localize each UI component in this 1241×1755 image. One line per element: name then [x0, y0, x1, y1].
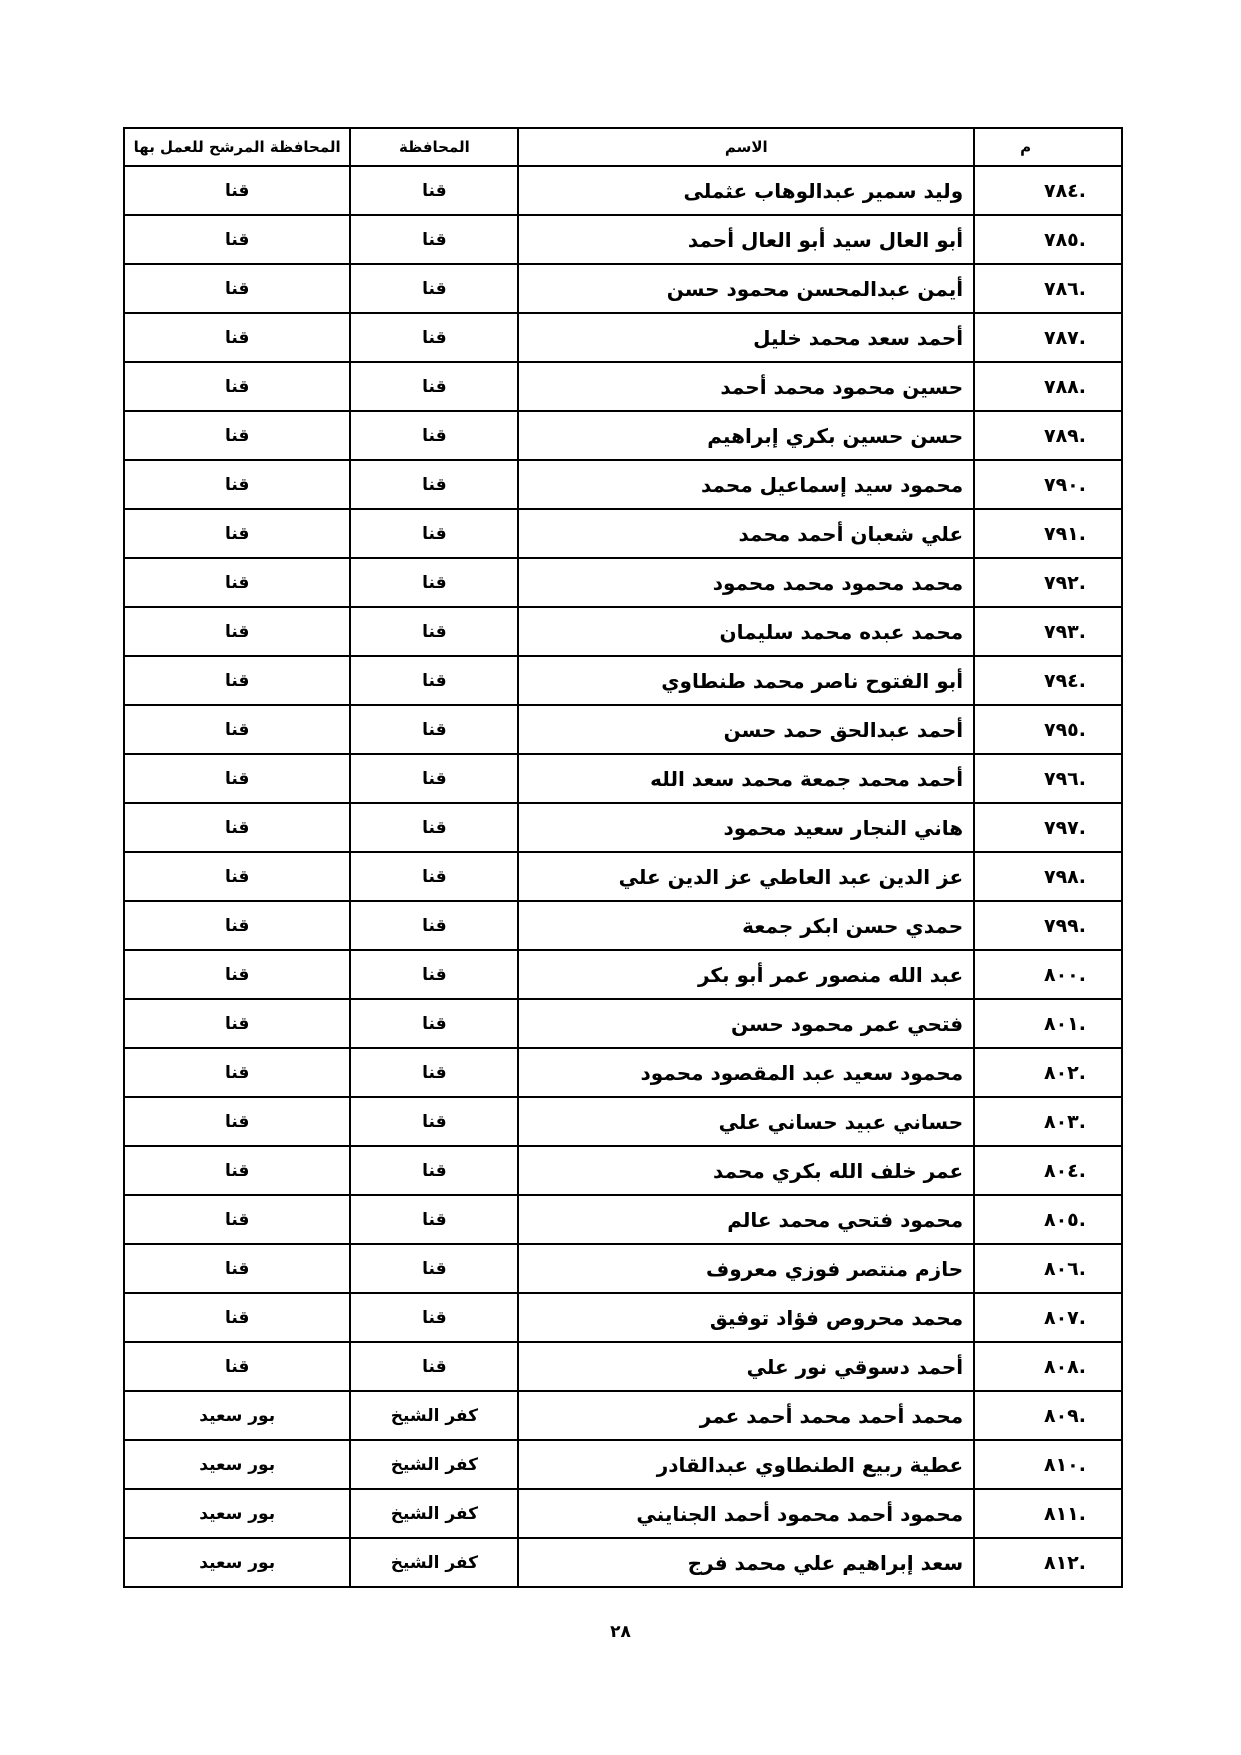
table-row: [124, 1195, 1122, 1244]
row-governorate: قنا: [350, 215, 518, 264]
row-governorate: قنا: [350, 950, 518, 999]
row-name: علي شعبان أحمد محمد: [518, 509, 974, 558]
row-name: محمود سيد إسماعيل محمد: [518, 460, 974, 509]
table-row: [124, 1342, 1122, 1391]
row-candidate-governorate: قنا: [124, 656, 350, 705]
page-number: ٢٨: [610, 1622, 631, 1642]
row-governorate: كفر الشيخ: [350, 1440, 518, 1489]
row-governorate: قنا: [350, 803, 518, 852]
row-number: .٧٨٤: [974, 166, 1122, 215]
row-candidate-governorate: قنا: [124, 607, 350, 656]
row-governorate: قنا: [350, 607, 518, 656]
row-number: .٨٠٦: [974, 1244, 1122, 1293]
row-candidate-governorate: قنا: [124, 215, 350, 264]
row-candidate-governorate: قنا: [124, 1097, 350, 1146]
row-name: عمر خلف الله بكري محمد: [518, 1146, 974, 1195]
row-number: .٧٩٥: [974, 705, 1122, 754]
header-name: الاسم: [518, 128, 974, 166]
row-number: .٧٨٨: [974, 362, 1122, 411]
header-number: م: [974, 128, 1122, 166]
table-row: [124, 264, 1122, 313]
row-number: .٨٠٤: [974, 1146, 1122, 1195]
row-candidate-governorate: قنا: [124, 754, 350, 803]
row-name: محمد محروص فؤاد توفيق: [518, 1293, 974, 1342]
row-candidate-governorate: قنا: [124, 1195, 350, 1244]
table-row: [124, 1538, 1122, 1587]
table-row: [124, 1244, 1122, 1293]
row-candidate-governorate: قنا: [124, 1342, 350, 1391]
table-row: [124, 705, 1122, 754]
row-governorate: قنا: [350, 166, 518, 215]
table-row: [124, 950, 1122, 999]
row-number: .٨٠٠: [974, 950, 1122, 999]
table-row: [124, 313, 1122, 362]
row-number: .٧٩٤: [974, 656, 1122, 705]
table-row: [124, 803, 1122, 852]
row-name: محمد أحمد محمد أحمد عمر: [518, 1391, 974, 1440]
row-number: .٨١٠: [974, 1440, 1122, 1489]
table-row: [124, 1489, 1122, 1538]
row-number: .٧٩٢: [974, 558, 1122, 607]
row-candidate-governorate: قنا: [124, 901, 350, 950]
row-governorate: قنا: [350, 656, 518, 705]
row-candidate-governorate: قنا: [124, 999, 350, 1048]
table-row: [124, 166, 1122, 215]
row-number: .٨٠١: [974, 999, 1122, 1048]
row-governorate: قنا: [350, 362, 518, 411]
table-row: [124, 999, 1122, 1048]
row-candidate-governorate: قنا: [124, 705, 350, 754]
row-candidate-governorate: قنا: [124, 313, 350, 362]
row-governorate: كفر الشيخ: [350, 1538, 518, 1587]
row-governorate: قنا: [350, 313, 518, 362]
table-row: [124, 852, 1122, 901]
row-candidate-governorate: قنا: [124, 1293, 350, 1342]
table-row: [124, 656, 1122, 705]
row-governorate: قنا: [350, 754, 518, 803]
table-row: [124, 1293, 1122, 1342]
row-name: فتحي عمر محمود حسن: [518, 999, 974, 1048]
row-name: أبو العال سيد أبو العال أحمد: [518, 215, 974, 264]
row-governorate: كفر الشيخ: [350, 1489, 518, 1538]
row-number: .٧٩٦: [974, 754, 1122, 803]
table-row: [124, 215, 1122, 264]
row-candidate-governorate: قنا: [124, 411, 350, 460]
table-row: [124, 1391, 1122, 1440]
row-number: .٧٩١: [974, 509, 1122, 558]
table-row: [124, 460, 1122, 509]
row-number: .٨١١: [974, 1489, 1122, 1538]
row-name: أبو الفتوح ناصر محمد طنطاوي: [518, 656, 974, 705]
row-candidate-governorate: قنا: [124, 362, 350, 411]
header-governorate: المحافظة: [350, 128, 518, 166]
row-number: .٨٠٣: [974, 1097, 1122, 1146]
row-governorate: قنا: [350, 509, 518, 558]
row-candidate-governorate: بور سعيد: [124, 1489, 350, 1538]
row-governorate: قنا: [350, 852, 518, 901]
row-governorate: قنا: [350, 1195, 518, 1244]
row-number: .٧٩٩: [974, 901, 1122, 950]
table-row: [124, 754, 1122, 803]
table-row: [124, 411, 1122, 460]
row-name: محمد محمود محمد محمود: [518, 558, 974, 607]
row-number: .٨٠٨: [974, 1342, 1122, 1391]
row-governorate: قنا: [350, 1244, 518, 1293]
row-name: عبد الله منصور عمر أبو بكر: [518, 950, 974, 999]
row-number: .٨٠٧: [974, 1293, 1122, 1342]
row-name: أحمد سعد محمد خليل: [518, 313, 974, 362]
row-governorate: قنا: [350, 1293, 518, 1342]
row-candidate-governorate: بور سعيد: [124, 1391, 350, 1440]
row-name: حسين محمود محمد أحمد: [518, 362, 974, 411]
candidates-table: [123, 127, 1123, 1588]
row-candidate-governorate: قنا: [124, 950, 350, 999]
row-governorate: كفر الشيخ: [350, 1391, 518, 1440]
row-name: أحمد عبدالحق حمد حسن: [518, 705, 974, 754]
table-row: [124, 1097, 1122, 1146]
row-number: .٨٠٩: [974, 1391, 1122, 1440]
row-name: حمدي حسن ابكر جمعة: [518, 901, 974, 950]
header-candidate-governorate: المحافظة المرشح للعمل بها: [124, 128, 350, 166]
row-candidate-governorate: قنا: [124, 1244, 350, 1293]
row-candidate-governorate: قنا: [124, 264, 350, 313]
row-number: .٨٠٥: [974, 1195, 1122, 1244]
row-governorate: قنا: [350, 558, 518, 607]
row-governorate: قنا: [350, 705, 518, 754]
row-number: .٧٨٦: [974, 264, 1122, 313]
row-name: حساني عبيد حساني علي: [518, 1097, 974, 1146]
row-name: محمد عبده محمد سليمان: [518, 607, 974, 656]
table-row: [124, 901, 1122, 950]
row-governorate: قنا: [350, 460, 518, 509]
row-name: أيمن عبدالمحسن محمود حسن: [518, 264, 974, 313]
row-candidate-governorate: قنا: [124, 1146, 350, 1195]
table-header: [124, 128, 1122, 166]
table-row: [124, 1146, 1122, 1195]
row-name: حسن حسين بكري إبراهيم: [518, 411, 974, 460]
row-name: محمود أحمد محمود أحمد الجنايني: [518, 1489, 974, 1538]
table-row: [124, 362, 1122, 411]
row-name: محمود سعيد عبد المقصود محمود: [518, 1048, 974, 1097]
row-number: .٧٨٧: [974, 313, 1122, 362]
row-name: هاني النجار سعيد محمود: [518, 803, 974, 852]
row-governorate: قنا: [350, 1097, 518, 1146]
row-number: .٧٩٣: [974, 607, 1122, 656]
row-candidate-governorate: قنا: [124, 460, 350, 509]
row-candidate-governorate: قنا: [124, 166, 350, 215]
row-governorate: قنا: [350, 1342, 518, 1391]
table-row: [124, 558, 1122, 607]
row-number: .٧٩٨: [974, 852, 1122, 901]
row-number: .٧٨٩: [974, 411, 1122, 460]
table-row: [124, 509, 1122, 558]
row-number: .٨٠٢: [974, 1048, 1122, 1097]
row-candidate-governorate: بور سعيد: [124, 1440, 350, 1489]
row-name: عز الدين عبد العاطي عز الدين علي: [518, 852, 974, 901]
row-name: أحمد محمد جمعة محمد سعد الله: [518, 754, 974, 803]
row-candidate-governorate: قنا: [124, 1048, 350, 1097]
row-governorate: قنا: [350, 1048, 518, 1097]
row-candidate-governorate: قنا: [124, 509, 350, 558]
row-candidate-governorate: قنا: [124, 852, 350, 901]
row-candidate-governorate: قنا: [124, 803, 350, 852]
row-governorate: قنا: [350, 999, 518, 1048]
table-header-row: [124, 128, 1122, 166]
table-row: [124, 1440, 1122, 1489]
row-name: عطية ربيع الطنطاوي عبدالقادر: [518, 1440, 974, 1489]
row-number: .٧٩٠: [974, 460, 1122, 509]
row-candidate-governorate: بور سعيد: [124, 1538, 350, 1587]
row-name: أحمد دسوقي نور علي: [518, 1342, 974, 1391]
row-name: حازم منتصر فوزي معروف: [518, 1244, 974, 1293]
row-number: .٧٨٥: [974, 215, 1122, 264]
table-row: [124, 607, 1122, 656]
row-name: سعد إبراهيم علي محمد فرج: [518, 1538, 974, 1587]
row-governorate: قنا: [350, 1146, 518, 1195]
row-number: .٨١٢: [974, 1538, 1122, 1587]
row-governorate: قنا: [350, 264, 518, 313]
row-number: .٧٩٧: [974, 803, 1122, 852]
row-name: محمود فتحي محمد عالم: [518, 1195, 974, 1244]
row-name: وليد سمير عبدالوهاب عثملى: [518, 166, 974, 215]
row-governorate: قنا: [350, 901, 518, 950]
table-row: [124, 1048, 1122, 1097]
row-candidate-governorate: قنا: [124, 558, 350, 607]
row-governorate: قنا: [350, 411, 518, 460]
table-body: [124, 166, 1122, 1587]
